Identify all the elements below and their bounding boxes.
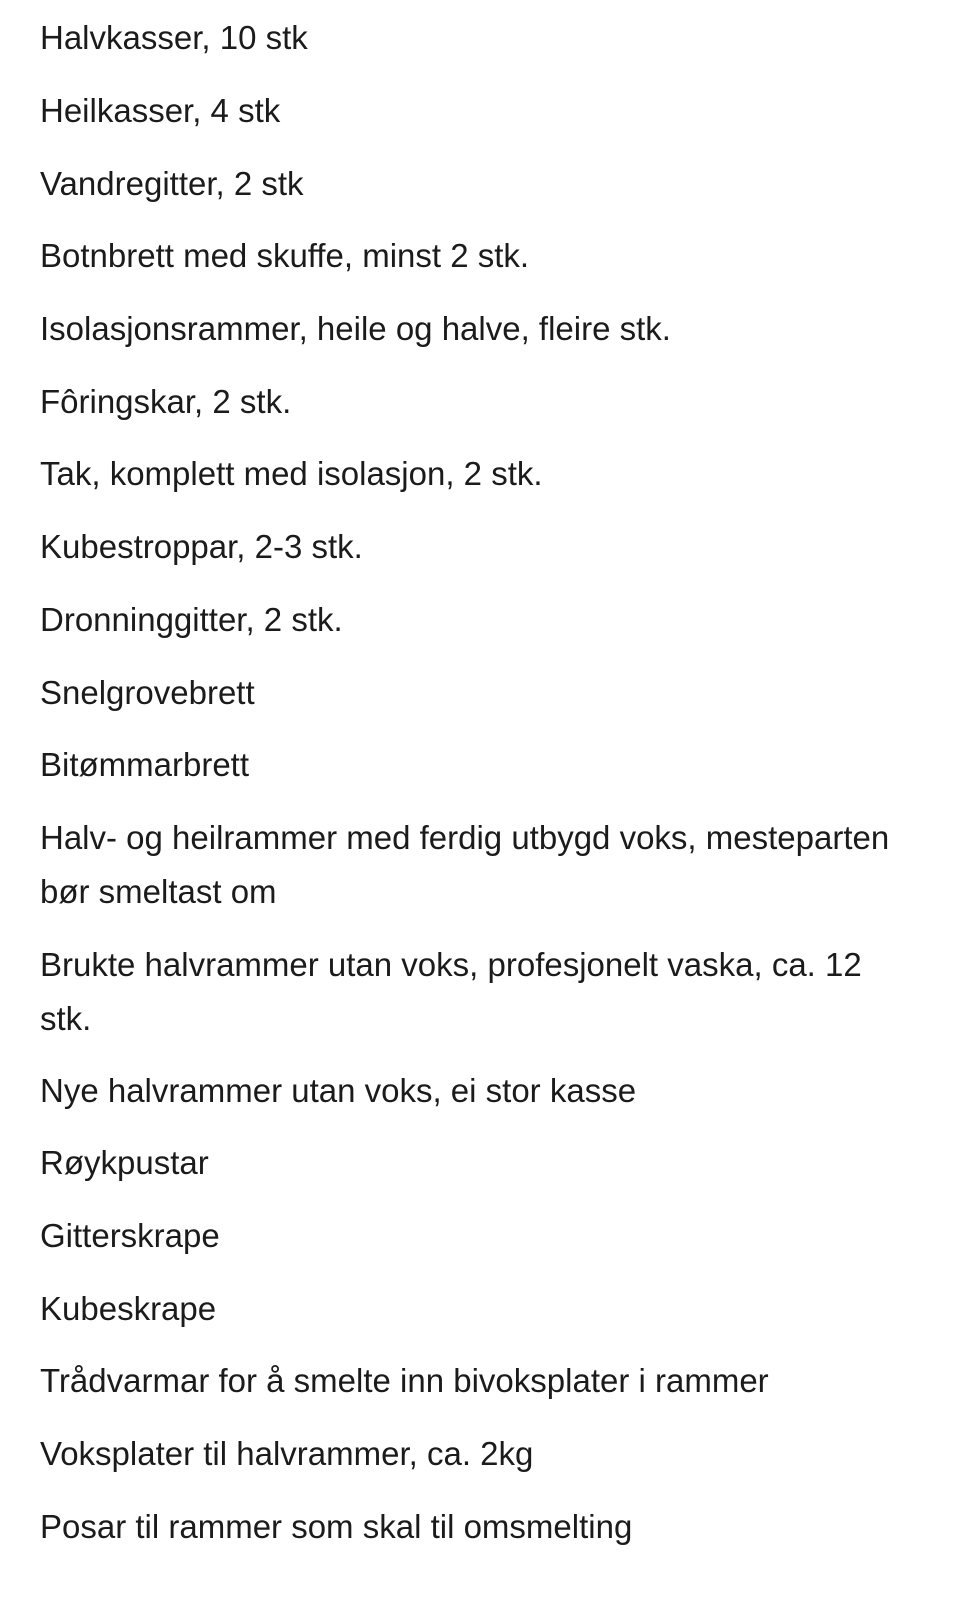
list-item: Dronninggitter, 2 stk.	[40, 601, 343, 638]
list-item: Bitømmarbrett	[40, 746, 250, 783]
list-item: Posar til rammer som skal til omsmelting	[40, 1508, 633, 1545]
list-item: Nye halvrammer utan voks, ei stor kasse	[40, 1072, 637, 1109]
list-item: Botnbrett med skuffe, minst 2 stk.	[40, 237, 530, 274]
list-item: Halv- og heilrammer med ferdig utbygd voks, mesteparten bør smeltast om	[40, 819, 890, 910]
list-item: Vandregitter, 2 stk	[40, 165, 304, 202]
list-item: Halvkasser, 10 stk	[40, 19, 308, 56]
list-item: Røykpustar	[40, 1144, 209, 1181]
list-item: Fôringskar, 2 stk.	[40, 383, 292, 420]
list-item: Gitterskrape	[40, 1217, 220, 1254]
list-item: Trådvarmar for å smelte inn bivoksplater i rammer	[40, 1362, 769, 1399]
list-item: Heilkasser, 4 stk	[40, 92, 281, 129]
list-item: Isolasjonsrammer, heile og halve, fleire stk.	[40, 310, 671, 347]
list-item: Snelgrovebrett	[40, 674, 255, 711]
list-item: Tak, komplett med isolasjon, 2 stk.	[40, 455, 543, 492]
list-item: Brukte halvrammer utan voks, profesjonelt vaska, ca. 12 stk.	[40, 946, 862, 1037]
list-item: Kubestroppar, 2-3 stk.	[40, 528, 363, 565]
list-item: Kubeskrape	[40, 1290, 217, 1327]
list-item: Voksplater til halvrammer, ca. 2kg	[40, 1435, 534, 1472]
